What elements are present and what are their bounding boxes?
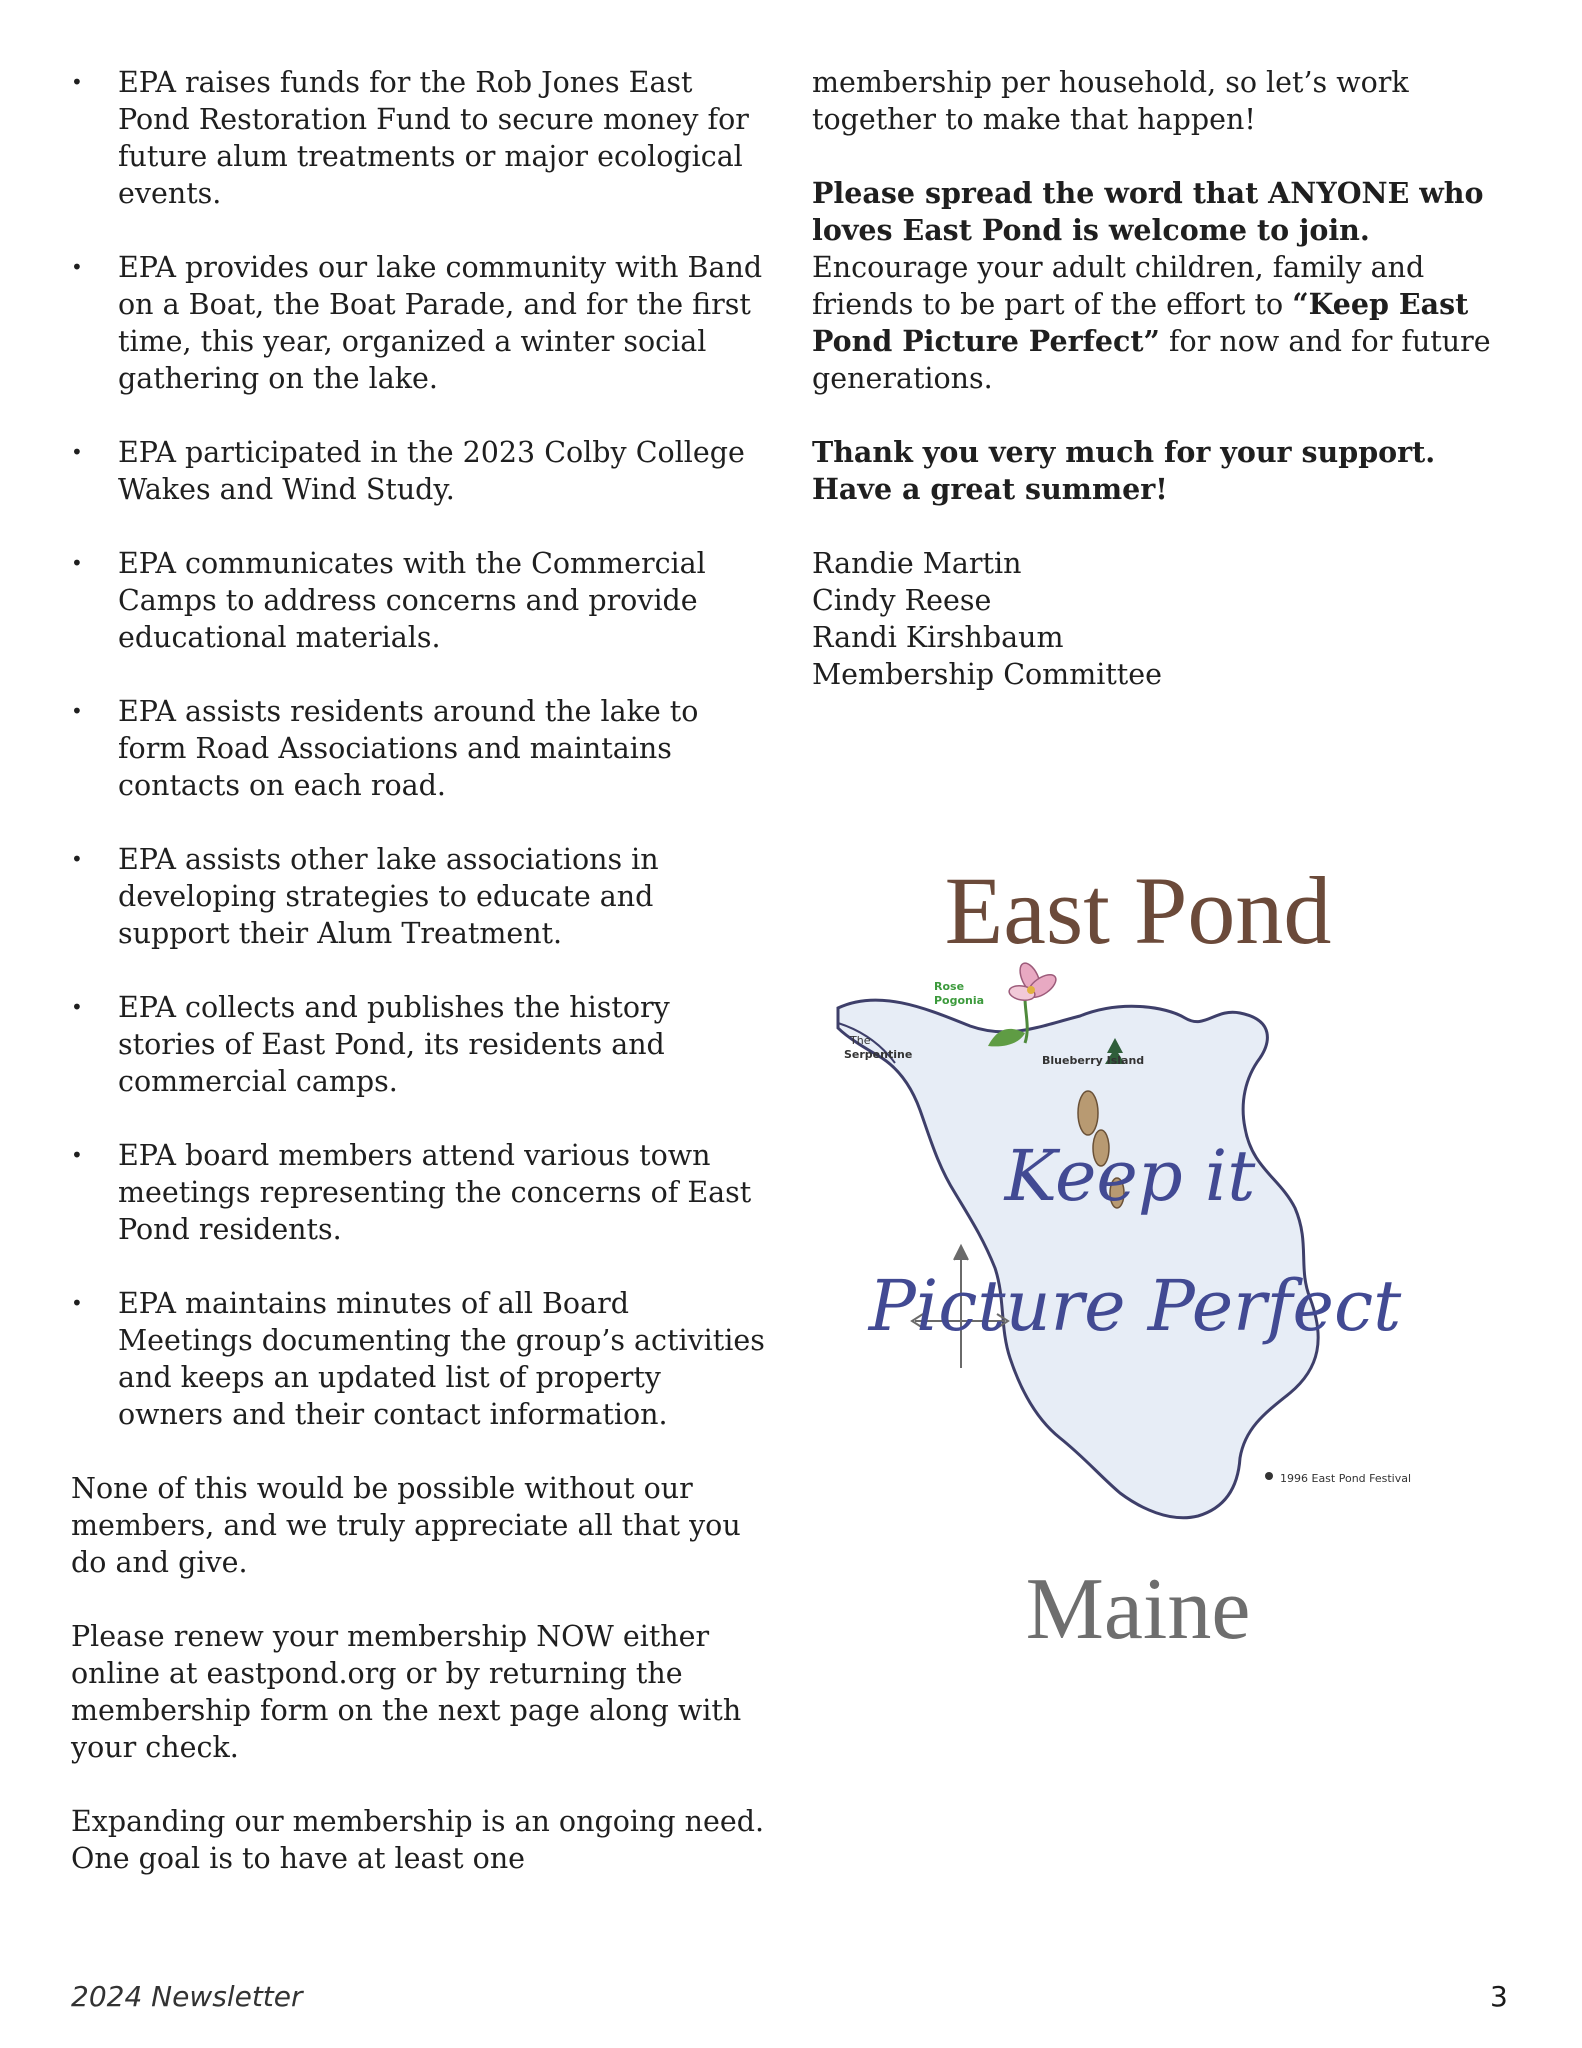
list-item: • EPA collects and publishes the history stories of East Pond, its residents and commercial camps.: [71, 989, 771, 1100]
map-label-pogonia: Pogonia: [934, 994, 985, 1007]
island-shape: [1078, 1091, 1098, 1135]
map-label-serpentine: Serpentine: [844, 1048, 913, 1061]
east-pond-logo: [820, 848, 1460, 1678]
spread-text-2: for now and for future generations.: [812, 325, 1491, 395]
spread-word-paragraph: [812, 175, 1512, 397]
slogan-line-1: Keep it: [1004, 1135, 1256, 1217]
page-number: 3: [1490, 1980, 1508, 2013]
slogan-line-2: Picture Perfect: [868, 1265, 1402, 1347]
thanks-paragraph: [812, 434, 1512, 508]
expand-paragraph: Expanding our membership is an ongoing need. One goal is to have at least one: [71, 1805, 765, 1875]
appreciation-paragraph: None of this would be possible without our members, and we truly appreciate all that you do and give.: [71, 1472, 741, 1579]
rose-pogonia-icon: [1008, 960, 1060, 1002]
logo-title: East Pond: [944, 857, 1332, 964]
list-item: • EPA assists other lake associations in developing strategies to educate and support their Alum Treatment.: [71, 841, 771, 952]
signer-name: Membership Committee: [812, 658, 1162, 691]
signers: [812, 545, 1512, 693]
thanks-text: Thank you very much for your support. Have a great summer!: [812, 435, 1436, 506]
festival-dot-icon: [1265, 1472, 1273, 1480]
logo-subtitle: Maine: [1025, 1561, 1251, 1658]
map-label-the: The: [850, 1034, 871, 1047]
signer-name: Cindy Reese: [812, 584, 992, 617]
list-item: • EPA raises funds for the Rob Jones East Pond Restoration Fund to secure money for future alum treatments or major ecological events.: [71, 64, 771, 212]
lake-map-shape: [838, 1000, 1318, 1518]
spread-bold-text: Please spread the word that ANYONE who loves East Pond is welcome to join.: [812, 176, 1484, 247]
map-label-festival: 1996 East Pond Festival: [1280, 1472, 1412, 1485]
list-item: • EPA communicates with the Commercial Camps to address concerns and provide educational materials.: [71, 545, 771, 656]
renew-paragraph: Please renew your membership NOW either online at eastpond.org or by returning the membership form on the next page along with your check.: [71, 1620, 742, 1764]
signer-name: Randi Kirshbaum: [812, 621, 1064, 654]
right-column: [812, 64, 1512, 693]
epa-activities-list: [71, 64, 771, 1433]
newsletter-footer: 2024 Newsletter: [71, 1980, 303, 2013]
signer-name: Randie Martin: [812, 547, 1022, 580]
spread-text-1: Encourage your adult children, family and friends to be part of the effort to: [812, 251, 1425, 321]
list-item: • EPA assists residents around the lake to form Road Associations and maintains contacts on each road.: [71, 693, 771, 804]
list-item: • EPA maintains minutes of all Board Meetings documenting the group’s activities and keeps an updated list of property owners and their contact information.: [71, 1285, 771, 1433]
list-item: • EPA participated in the 2023 Colby College Wakes and Wind Study.: [71, 434, 771, 508]
list-item: • EPA board members attend various town meetings representing the concerns of East Pond residents.: [71, 1137, 771, 1248]
continued-paragraph: membership per household, so let’s work together to make that happen!: [812, 66, 1409, 136]
map-label-rose: Rose: [934, 980, 965, 993]
list-item: • EPA provides our lake community with Band on a Boat, the Boat Parade, and for the first time, this year, organized a winter social gathering on the lake.: [71, 249, 771, 397]
map-label-island: Blueberry Island: [1042, 1054, 1145, 1067]
left-column: [71, 64, 771, 1914]
flower-stem-icon: [1025, 998, 1027, 1043]
spread-quote-text: “Keep East Pond Picture Perfect”: [812, 287, 1469, 358]
